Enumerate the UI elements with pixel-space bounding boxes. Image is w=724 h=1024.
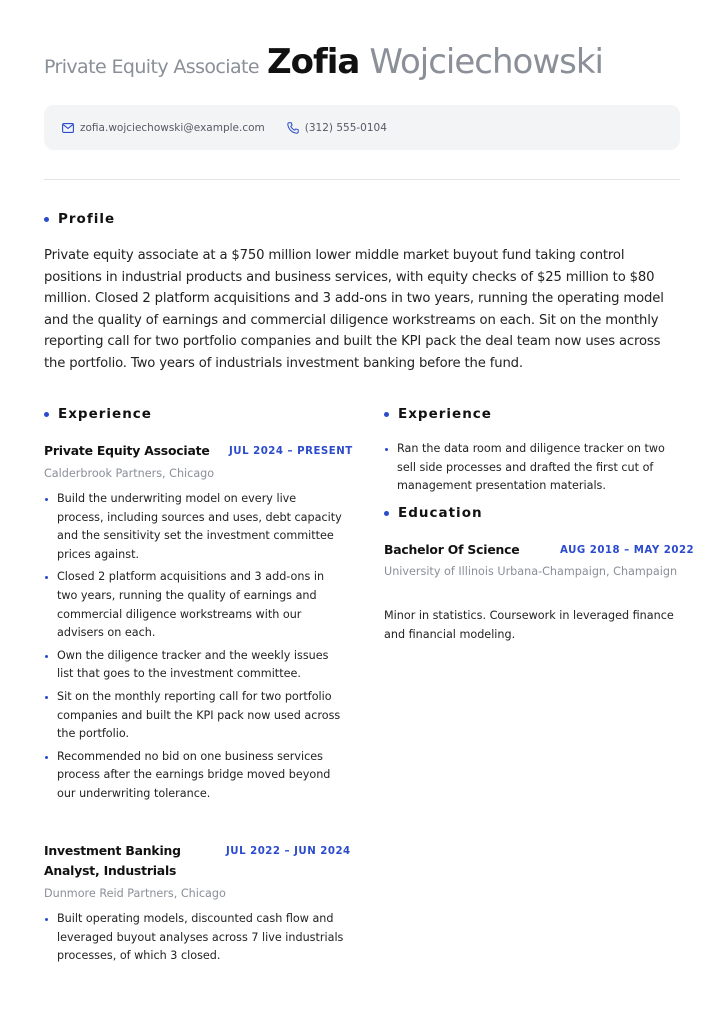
contact-email[interactable] [62,122,265,134]
mail-icon [62,123,74,133]
experience-heading-label: Experience [58,406,152,422]
experience-heading [44,406,152,422]
education-dates: AUG 2018 – MAY 2022 [560,545,695,556]
contact-bar [44,105,680,150]
job-title: Private Equity Associate [44,443,210,458]
school-name: University of Illinois Urbana-Champaign [384,565,607,578]
company-location: Chicago [169,467,215,480]
list-item: Build the underwriting model on every live process, including sources and uses, debt capacity and the sensitivity set the investment committee prices against. [44,490,344,564]
job-bullets [44,910,344,970]
resume-header [44,42,684,82]
phone-icon [287,122,299,134]
job-title: Investment Banking Analyst, Industrials [44,843,181,878]
profile-heading [44,211,115,227]
email-text: zofia.wojciechowski@example.com [80,121,265,134]
profile-heading-label: Profile [58,211,116,227]
experience-continued-bullets [384,440,684,500]
company-location: Chicago [180,887,226,900]
list-item: Own the diligence tracker and the weekly issues list that goes to the investment committee. [44,647,344,684]
list-item: Ran the data room and diligence tracker on two sell side processes and drafted the first cut of management presentation materials. [384,440,684,496]
last-name: Wojciechowski [369,42,603,82]
company-name: Calderbrook Partners [44,467,163,480]
education-school: University of Illinois Urbana-Champaign, Champaign [384,565,678,578]
contact-phone[interactable] [287,122,387,134]
list-item: Sit on the monthly reporting call for two portfolio companies and built the KPI pack now used across the portfolio. [44,688,344,744]
education-heading [384,505,483,521]
job-dates: JUL 2024 – PRESENT [229,446,353,457]
degree-title: Bachelor Of Science [384,542,520,557]
phone-text: (312) 555-0104 [304,121,387,134]
education-note: Minor in statistics. Coursework in leveraged finance and financial modeling. [384,609,674,641]
first-name: Zofia [266,42,360,82]
list-item: Recommended no bid on one business services process after the earnings bridge moved beyond our underwriting tolerance. [44,748,344,804]
list-item: Closed 2 platform acquisitions and 3 add-ons in two years, running the quality of earnings and commercial diligence workstreams with our advisers on each. [44,568,344,642]
experience-continued-heading [384,406,492,422]
job-role: Private Equity Associate [44,56,259,78]
header-divider [44,179,680,180]
company-name: Dunmore Reid Partners [44,887,174,900]
bullet-dot-icon [44,217,49,222]
school-location: Champaign [613,565,678,578]
job-bullets [44,490,344,808]
bullet-dot-icon [384,412,389,417]
bullet-dot-icon [384,511,389,516]
experience-continued-heading-label: Experience [398,406,492,422]
bullet-dot-icon [44,412,49,417]
job-dates: JUL 2022 – JUN 2024 [226,846,351,857]
list-item: Built operating models, discounted cash flow and leveraged buyout analyses across 7 live industrials processes, of which 3 closed. [44,910,344,966]
profile-text: Private equity associate at a $750 million lower middle market buyout fund taking control positions in industrial products and business services, with equity checks of $25 million to $80 million. Closed 2 platform acquisitions and 3 add-ons in two years, running the operating model and the quality of earnings and commercial diligence workstreams on each. Sit on the monthly reporting call for two portfolio companies and built the KPI pack the deal team now uses across the portfolio. Two years of industrials investment banking before the fund. [44,248,664,371]
job-company: Calderbrook Partners, Chicago [44,467,215,480]
education-heading-label: Education [398,505,483,521]
job-company: Dunmore Reid Partners, Chicago [44,887,226,900]
